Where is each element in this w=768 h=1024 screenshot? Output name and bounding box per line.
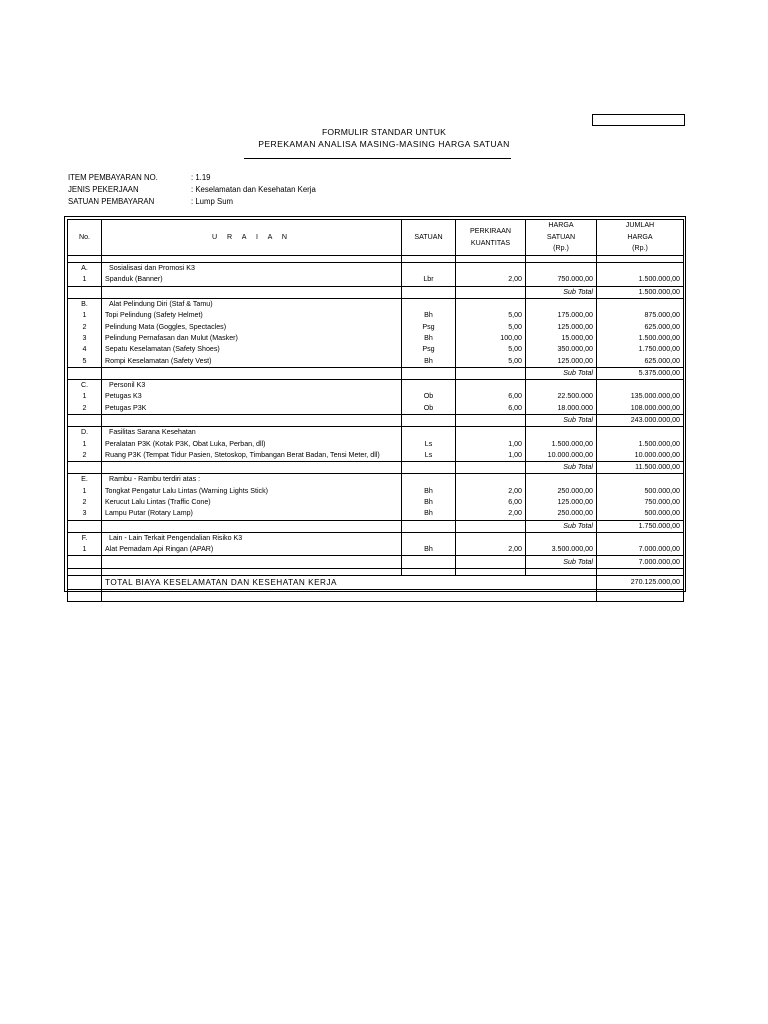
reference-box bbox=[592, 114, 685, 126]
empty-cell bbox=[597, 474, 684, 486]
empty-cell bbox=[456, 556, 526, 568]
col-harga-line1: HARGA bbox=[548, 221, 574, 230]
item-label: ITEM PEMBAYARAN NO. bbox=[68, 173, 158, 182]
satuan-value: : Lump Sum bbox=[191, 197, 234, 206]
row-quantity: 2,00 bbox=[456, 508, 526, 520]
section-code: E. bbox=[68, 474, 102, 486]
col-jumlah-line2: HARGA bbox=[627, 232, 653, 241]
row-quantity: 6,00 bbox=[456, 403, 526, 415]
subtotal-value: 1.750.000,00 bbox=[597, 520, 684, 532]
row-unit-price: 3.500.000,00 bbox=[526, 544, 597, 556]
row-quantity: 100,00 bbox=[456, 333, 526, 344]
empty-cell bbox=[526, 427, 597, 439]
subtotal-value: 11.500.000,00 bbox=[597, 462, 684, 474]
empty-cell bbox=[68, 414, 102, 426]
empty-cell bbox=[402, 379, 456, 391]
row-no: 2 bbox=[68, 497, 102, 508]
empty-cell bbox=[526, 474, 597, 486]
spacer-row bbox=[68, 256, 684, 263]
col-no: No. bbox=[68, 220, 102, 256]
row-description: Alat Pemadam Api Ringan (APAR) bbox=[102, 544, 402, 556]
row-unit-price: 10.000.000,00 bbox=[526, 450, 597, 462]
row-description: Peralatan P3K (Kotak P3K, Obat Luka, Perban, dll) bbox=[102, 438, 402, 449]
empty-cell bbox=[102, 367, 402, 379]
table-row bbox=[68, 403, 684, 415]
row-no: 1 bbox=[68, 310, 102, 321]
empty-cell bbox=[68, 568, 102, 575]
empty-cell bbox=[402, 462, 456, 474]
empty-cell bbox=[456, 379, 526, 391]
row-total: 1.500.000,00 bbox=[597, 438, 684, 449]
row-no: 2 bbox=[68, 321, 102, 332]
empty-cell bbox=[402, 556, 456, 568]
empty-cell bbox=[68, 462, 102, 474]
empty-cell bbox=[526, 263, 597, 275]
empty-cell bbox=[102, 520, 402, 532]
row-unit: Bh bbox=[402, 355, 456, 367]
grand-total-label: TOTAL BIAYA KESELAMATAN DAN KESEHATAN KERJA bbox=[102, 575, 597, 589]
row-quantity: 1,00 bbox=[456, 438, 526, 449]
row-quantity: 5,00 bbox=[456, 344, 526, 355]
row-no: 1 bbox=[68, 438, 102, 449]
section-code: C. bbox=[68, 379, 102, 391]
row-no: 3 bbox=[68, 333, 102, 344]
row-total: 1.500.000,00 bbox=[597, 274, 684, 286]
row-description: Spanduk (Banner) bbox=[102, 274, 402, 286]
subtotal-label: Sub Total bbox=[526, 414, 597, 426]
empty-cell bbox=[456, 427, 526, 439]
row-total: 500.000,00 bbox=[597, 508, 684, 520]
row-quantity: 2,00 bbox=[456, 274, 526, 286]
section-header-row bbox=[68, 427, 684, 439]
row-unit-price: 22.500.000 bbox=[526, 391, 597, 402]
form-subtitle: PEREKAMAN ANALISA MASING-MASING HARGA SATUAN bbox=[258, 139, 510, 149]
row-no: 4 bbox=[68, 344, 102, 355]
empty-cell bbox=[68, 286, 102, 298]
row-unit-price: 125.000,00 bbox=[526, 497, 597, 508]
section-title: Lain - Lain Terkait Pengendalian Risiko K3 bbox=[102, 532, 402, 544]
col-harga-line3: (Rp.) bbox=[553, 244, 569, 253]
empty-cell bbox=[597, 263, 684, 275]
row-unit: Bh bbox=[402, 333, 456, 344]
empty-cell bbox=[597, 568, 684, 575]
col-perkiraan-line1: PERKIRAAN bbox=[470, 227, 511, 235]
row-no: 5 bbox=[68, 355, 102, 367]
section-title: Sosialisasi dan Promosi K3 bbox=[102, 263, 402, 275]
col-harga-line2: SATUAN bbox=[546, 232, 576, 241]
section-title: Rambu - Rambu terdiri atas : bbox=[102, 474, 402, 486]
row-total: 1.750.000,00 bbox=[597, 344, 684, 355]
row-unit: Psg bbox=[402, 344, 456, 355]
row-total: 1.500.000,00 bbox=[597, 333, 684, 344]
empty-cell bbox=[68, 520, 102, 532]
row-unit-price: 250.000,00 bbox=[526, 486, 597, 497]
cost-table-frame bbox=[64, 216, 686, 592]
section-code: A. bbox=[68, 263, 102, 275]
section-code: F. bbox=[68, 532, 102, 544]
subtotal-label: Sub Total bbox=[526, 556, 597, 568]
table-row bbox=[68, 344, 684, 355]
subtotal-label: Sub Total bbox=[526, 520, 597, 532]
table-row bbox=[68, 450, 684, 462]
row-description: Pelindung Pernafasan dan Mulut (Masker) bbox=[102, 333, 402, 344]
row-unit-price: 15.000,00 bbox=[526, 333, 597, 344]
grand-total-row bbox=[68, 575, 684, 589]
col-perkiraan bbox=[456, 220, 526, 256]
row-quantity: 1,00 bbox=[456, 450, 526, 462]
row-total: 7.000.000,00 bbox=[597, 544, 684, 556]
subtotal-row bbox=[68, 462, 684, 474]
empty-cell bbox=[402, 568, 456, 575]
empty-cell bbox=[402, 427, 456, 439]
row-description: Lampu Putar (Rotary Lamp) bbox=[102, 508, 402, 520]
subtotal-value: 7.000.000,00 bbox=[597, 556, 684, 568]
col-harga bbox=[526, 220, 597, 256]
row-unit: Lbr bbox=[402, 274, 456, 286]
row-description: Ruang P3K (Tempat Tidur Pasien, Stetoskop, Timbangan Berat Badan, Tensi Meter, dll) bbox=[102, 450, 402, 462]
row-total: 625.000,00 bbox=[597, 321, 684, 332]
row-no: 1 bbox=[68, 274, 102, 286]
empty-cell bbox=[456, 367, 526, 379]
row-description: Petugas K3 bbox=[102, 391, 402, 402]
row-no: 1 bbox=[68, 486, 102, 497]
row-unit: Bh bbox=[402, 497, 456, 508]
section-header-row bbox=[68, 474, 684, 486]
section-header-row bbox=[68, 298, 684, 310]
empty-cell bbox=[402, 414, 456, 426]
row-description: Petugas P3K bbox=[102, 403, 402, 415]
table-row bbox=[68, 355, 684, 367]
row-unit-price: 750.000,00 bbox=[526, 274, 597, 286]
table-row bbox=[68, 391, 684, 402]
empty-cell bbox=[597, 589, 684, 601]
empty-cell bbox=[456, 568, 526, 575]
row-quantity: 5,00 bbox=[456, 310, 526, 321]
subtotal-row bbox=[68, 556, 684, 568]
col-jumlah-line1: JUMLAH bbox=[625, 221, 655, 230]
row-unit-price: 18.000.000 bbox=[526, 403, 597, 415]
table-row bbox=[68, 486, 684, 497]
row-no: 2 bbox=[68, 450, 102, 462]
empty-cell bbox=[456, 263, 526, 275]
section-header-row bbox=[68, 263, 684, 275]
satuan-label: SATUAN PEMBAYARAN bbox=[68, 197, 155, 206]
empty-cell bbox=[102, 286, 402, 298]
row-quantity: 2,00 bbox=[456, 486, 526, 497]
empty-cell bbox=[526, 532, 597, 544]
empty-cell bbox=[597, 298, 684, 310]
subtotal-label: Sub Total bbox=[526, 367, 597, 379]
subtotal-row bbox=[68, 414, 684, 426]
section-title: Fasilitas Sarana Kesehatan bbox=[102, 427, 402, 439]
row-total: 108.000.000,00 bbox=[597, 403, 684, 415]
section-code: D. bbox=[68, 427, 102, 439]
subtotal-label: Sub Total bbox=[526, 462, 597, 474]
table-row bbox=[68, 274, 684, 286]
row-total: 875.000,00 bbox=[597, 310, 684, 321]
title-underline bbox=[244, 158, 511, 159]
col-jumlah bbox=[597, 220, 684, 256]
table-body bbox=[68, 256, 684, 602]
subtotal-value: 1.500.000,00 bbox=[597, 286, 684, 298]
empty-cell bbox=[526, 298, 597, 310]
row-unit: Bh bbox=[402, 508, 456, 520]
empty-cell bbox=[597, 532, 684, 544]
col-uraian: U R A I A N bbox=[102, 220, 402, 256]
row-unit: Bh bbox=[402, 544, 456, 556]
empty-cell bbox=[456, 414, 526, 426]
row-description: Kerucut Lalu Lintas (Traffic Cone) bbox=[102, 497, 402, 508]
subtotal-value: 243.000.000,00 bbox=[597, 414, 684, 426]
empty-cell bbox=[102, 414, 402, 426]
empty-cell bbox=[402, 286, 456, 298]
empty-cell bbox=[68, 575, 102, 589]
empty-cell bbox=[102, 556, 402, 568]
empty-cell bbox=[402, 532, 456, 544]
jenis-value: : Keselamatan dan Kesehatan Kerja bbox=[191, 185, 316, 194]
row-description: Pelindung Mata (Goggles, Spectacles) bbox=[102, 321, 402, 332]
row-total: 625.000,00 bbox=[597, 355, 684, 367]
empty-cell bbox=[402, 367, 456, 379]
row-unit: Psg bbox=[402, 321, 456, 332]
empty-cell bbox=[597, 379, 684, 391]
empty-cell bbox=[402, 298, 456, 310]
empty-cell bbox=[68, 367, 102, 379]
row-unit: Ob bbox=[402, 391, 456, 402]
row-unit: Bh bbox=[402, 486, 456, 497]
col-satuan: SATUAN bbox=[402, 220, 456, 256]
empty-cell bbox=[456, 298, 526, 310]
row-no: 3 bbox=[68, 508, 102, 520]
subtotal-row bbox=[68, 367, 684, 379]
row-no: 2 bbox=[68, 403, 102, 415]
row-total: 500.000,00 bbox=[597, 486, 684, 497]
row-unit: Ob bbox=[402, 403, 456, 415]
spacer-row bbox=[68, 568, 684, 575]
col-jumlah-line3: (Rp.) bbox=[632, 244, 648, 253]
jenis-label: JENIS PEKERJAAN bbox=[68, 185, 139, 194]
table-row bbox=[68, 544, 684, 556]
table-row bbox=[68, 310, 684, 321]
table-header-row bbox=[68, 220, 684, 256]
empty-cell bbox=[456, 520, 526, 532]
section-title: Alat Pelindung Diri (Staf & Tamu) bbox=[102, 298, 402, 310]
subtotal-row bbox=[68, 286, 684, 298]
row-description: Tongkat Pengatur Lalu Lintas (Warning Lights Stick) bbox=[102, 486, 402, 497]
row-no: 1 bbox=[68, 391, 102, 402]
row-quantity: 5,00 bbox=[456, 321, 526, 332]
section-header-row bbox=[68, 379, 684, 391]
row-unit-price: 350.000,00 bbox=[526, 344, 597, 355]
table-row bbox=[68, 508, 684, 520]
row-unit: Ls bbox=[402, 438, 456, 449]
cost-table bbox=[67, 219, 684, 602]
empty-cell bbox=[456, 462, 526, 474]
row-description: Topi Pelindung (Safety Helmet) bbox=[102, 310, 402, 321]
row-quantity: 2,00 bbox=[456, 544, 526, 556]
row-unit-price: 125.000,00 bbox=[526, 355, 597, 367]
row-total: 135.000.000,00 bbox=[597, 391, 684, 402]
empty-cell bbox=[402, 263, 456, 275]
empty-cell bbox=[456, 286, 526, 298]
row-unit-price: 175.000,00 bbox=[526, 310, 597, 321]
empty-cell bbox=[68, 589, 102, 601]
row-description: Sepatu Keselamatan (Safety Shoes) bbox=[102, 344, 402, 355]
row-unit-price: 125.000,00 bbox=[526, 321, 597, 332]
empty-cell bbox=[402, 520, 456, 532]
empty-cell bbox=[526, 568, 597, 575]
empty-cell bbox=[526, 379, 597, 391]
subtotal-label: Sub Total bbox=[526, 286, 597, 298]
empty-cell bbox=[102, 568, 402, 575]
empty-cell bbox=[402, 474, 456, 486]
row-quantity: 5,00 bbox=[456, 355, 526, 367]
form-title: FORMULIR STANDAR UNTUK bbox=[321, 127, 447, 137]
section-code: B. bbox=[68, 298, 102, 310]
row-total: 750.000,00 bbox=[597, 497, 684, 508]
item-value: : 1.19 bbox=[191, 173, 211, 182]
empty-cell bbox=[68, 556, 102, 568]
row-total: 10.000.000,00 bbox=[597, 450, 684, 462]
table-row bbox=[68, 333, 684, 344]
subtotal-value: 5.375.000,00 bbox=[597, 367, 684, 379]
empty-cell bbox=[102, 589, 597, 601]
empty-cell bbox=[456, 474, 526, 486]
row-quantity: 6,00 bbox=[456, 391, 526, 402]
row-unit-price: 1.500.000,00 bbox=[526, 438, 597, 449]
row-quantity: 6,00 bbox=[456, 497, 526, 508]
empty-cell bbox=[597, 427, 684, 439]
empty-cell bbox=[102, 462, 402, 474]
col-perkiraan-line2: KUANTITAS bbox=[470, 238, 511, 247]
row-unit: Bh bbox=[402, 310, 456, 321]
table-row bbox=[68, 438, 684, 449]
subtotal-row bbox=[68, 520, 684, 532]
grand-total-value: 270.125.000,00 bbox=[597, 575, 684, 589]
spacer-row bbox=[68, 589, 684, 601]
row-no: 1 bbox=[68, 544, 102, 556]
empty-cell bbox=[456, 532, 526, 544]
table-row bbox=[68, 497, 684, 508]
section-title: Personil K3 bbox=[102, 379, 402, 391]
row-unit-price: 250.000,00 bbox=[526, 508, 597, 520]
row-description: Rompi Keselamatan (Safety Vest) bbox=[102, 355, 402, 367]
table-row bbox=[68, 321, 684, 332]
row-unit: Ls bbox=[402, 450, 456, 462]
section-header-row bbox=[68, 532, 684, 544]
